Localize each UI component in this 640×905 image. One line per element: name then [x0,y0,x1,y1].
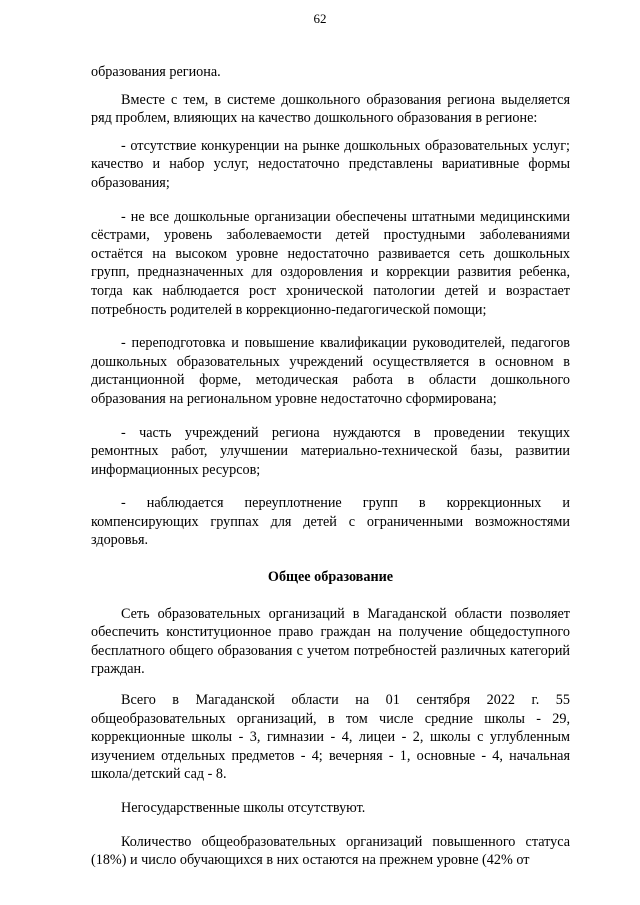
list-item-repairs: - часть учреждений региона нуждаются в проведении текущих ремонтных работ, улучшении материально-технической базы, развитии информационных ресурсов; [91,424,570,478]
paragraph-private-schools: Негосударственные школы отсутствуют. [121,800,366,816]
list-item-qualification: - переподготовка и повышение квалификации руководителей, педагогов дошкольных образовательных учреждений осуществляется в основном в дистанционной форме, методическая работа в области дошкольного образования на региональном уровне недостаточно сформирована; [91,335,570,407]
document-body [91,63,570,870]
paragraph-school-network: Сеть образовательных организаций в Магаданской области позволяет обеспечить конституционное право граждан на получение общедоступного бесплатного общего образования с учетом потребностей различных категорий граждан. [91,605,570,678]
list-item-medical-staff: - не все дошкольные организации обеспечены штатными медицинскими сёстрами, уровень заболеваемости детей простудными заболеваниями остаётся на высоком уровне недостаточно развивается сеть дошкольных групп, предназначенных для оздоровления и коррекции развития ребенка, тогда как наблюдается рост хронической патологии детей и возрастает потребность родителей в коррекционно-педагогической помощи; [91,208,570,318]
paragraph-school-counts: Всего в Магаданской области на 01 сентября 2022 г. 55 общеобразовательных организаций, в том числе средние школы - 29, коррекционные школы - 3, гимназии - 4, лицеи - 2, школы с углубленным изучением отдельных предметов - 4; вечерняя - 1, основные - 4, начальная школа/детский сад - 8. [91,692,570,783]
paragraph-advanced-status: Количество общеобразовательных организаций повышенного статуса (18%) и число обучающихся в них остаются на прежнем уровне (42% от [91,833,570,869]
section-heading: Общее образование [267,569,394,586]
paragraph-problems-intro: Вместе с тем, в системе дошкольного образования региона выделяется ряд проблем, влияющих на качество дошкольного образования в регионе: [91,91,570,127]
list-item-competition: - отсутствие конкуренции на рынке дошкольных образовательных услуг; качество и набор услуг, недостаточно представлены вариативные формы образования; [91,137,570,191]
page-number: 62 [313,11,327,26]
paragraph-continuation: образования региона. [91,64,221,80]
list-item-overcrowding: - наблюдается переуплотнение групп в коррекционных и компенсирующих группах для детей с ограниченными возможностями здоровья. [91,495,570,549]
